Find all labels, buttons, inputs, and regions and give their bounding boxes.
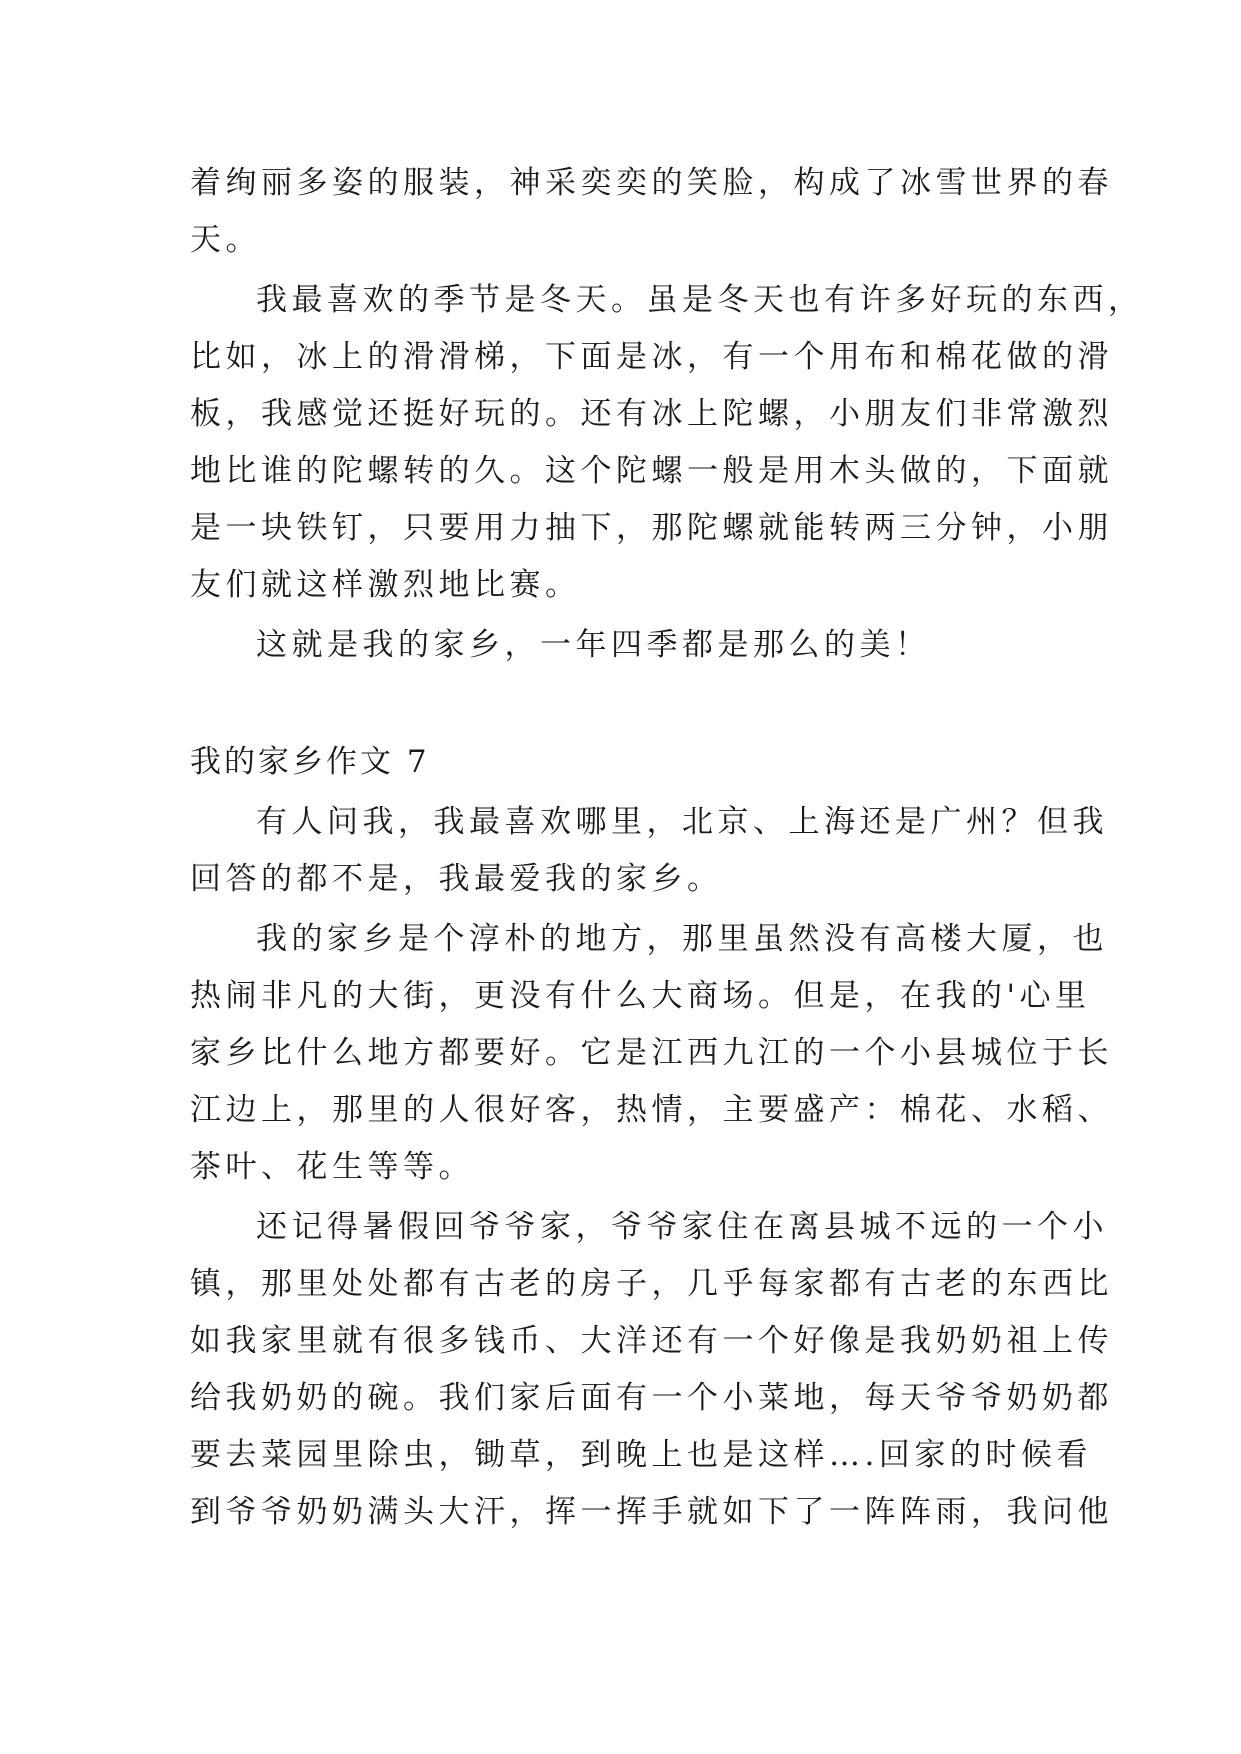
text-line: 比如，冰上的滑滑梯，下面是冰，有一个用布和棉花做的滑 [190, 339, 1113, 375]
text-line: 家乡比什么地方都要好。它是江西九江的一个小县城位于长 [190, 1035, 1113, 1071]
paragraph-line: 有人问我，我最喜欢哪里，北京、上海还是广州？但我 [256, 804, 1108, 840]
text-line: 回答的都不是，我最爱我的家乡。 [190, 861, 723, 897]
text-line: 是一块铁钉，只要用力抽下，那陀螺就能转两三分钟，小朋 [190, 510, 1113, 546]
text-line: 江边上，那里的人很好客，热情，主要盛产：棉花、水稻、 [190, 1092, 1113, 1128]
paragraph-line: 这就是我的家乡，一年四季都是那么的美！ [256, 627, 931, 663]
text-line: 着绚丽多姿的服装，神采奕奕的笑脸，构成了冰雪世界的春 [190, 165, 1113, 201]
paragraph-line: 我的家乡是个淳朴的地方，那里虽然没有高楼大厦，也 [256, 921, 1108, 957]
text-line: 地比谁的陀螺转的久。这个陀螺一般是用木头做的，下面就 [190, 453, 1113, 489]
text-line: 给我奶奶的碗。我们家后面有一个小菜地，每天爷爷奶奶都 [190, 1380, 1113, 1416]
text-line: 天。 [190, 222, 261, 258]
paragraph-line: 我最喜欢的季节是冬天。虽是冬天也有许多好玩的东西， [256, 282, 1144, 318]
text-line: 友们就这样激烈地比赛。 [190, 567, 581, 603]
paragraph-line: 还记得暑假回爷爷家，爷爷家住在离县城不远的一个小 [256, 1209, 1108, 1245]
section-heading: 我的家乡作文 7 [190, 744, 430, 780]
text-line: 板，我感觉还挺好玩的。还有冰上陀螺，小朋友们非常激烈 [190, 396, 1113, 432]
text-line: 到爷爷奶奶满头大汗，挥一挥手就如下了一阵阵雨，我问他 [190, 1494, 1113, 1530]
text-line: 如我家里就有很多钱币、大洋还有一个好像是我奶奶祖上传 [190, 1323, 1113, 1359]
text-line: 茶叶、花生等等。 [190, 1149, 474, 1185]
text-line: 要去菜园里除虫，锄草，到晚上也是这样….回家的时候看 [190, 1437, 1092, 1473]
text-line: 热闹非凡的大街，更没有什么大商场。但是，在我的'心里 [190, 978, 1091, 1014]
text-line: 镇，那里处处都有古老的房子，几乎每家都有古老的东西比 [190, 1266, 1113, 1302]
